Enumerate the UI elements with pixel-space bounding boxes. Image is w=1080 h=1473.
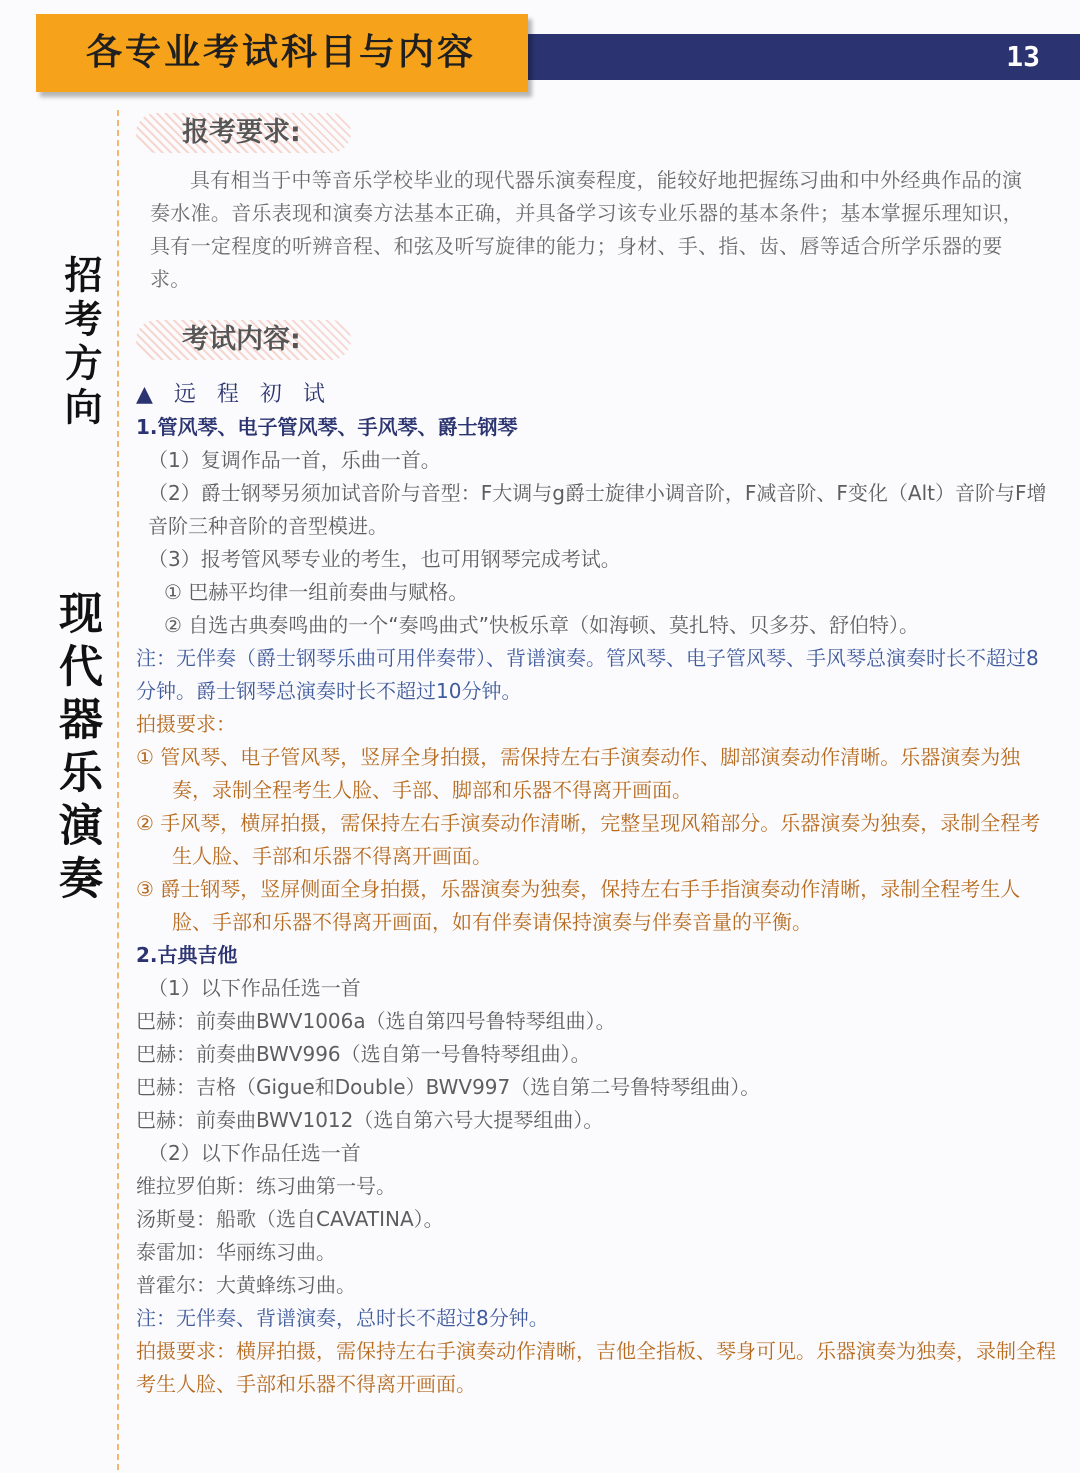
section-heading: 1.管风琴、电子管风琴、手风琴、爵士钢琴 bbox=[136, 415, 518, 439]
section-heading: 2.古典吉他 bbox=[136, 943, 238, 967]
list-subitem: ② 自选古典奏鸣曲的一个“奏鸣曲式”快板乐章（如海顿、莫扎特、贝多芬、舒伯特）。 bbox=[164, 613, 920, 637]
major-label: 现代器乐演奏 bbox=[51, 590, 102, 908]
exam-content bbox=[136, 378, 1056, 1401]
requirements-tag-label: 报考要求: bbox=[182, 117, 301, 148]
repertoire-item: 泰雷加：华丽练习曲。 bbox=[136, 1240, 336, 1264]
note-text: 注：无伴奏（爵士钢琴乐曲可用伴奏带）、背谱演奏。管风琴、电子管风琴、手风琴总演奏时长不超过8分钟。爵士钢琴总演奏时长不超过10分钟。 bbox=[136, 646, 1039, 703]
repertoire-item: 巴赫：前奏曲BWV996（选自第一号鲁特琴组曲）。 bbox=[136, 1042, 591, 1066]
list-item: （1）以下作品任选一首 bbox=[148, 976, 361, 1000]
category-label: 招考方向 bbox=[58, 255, 103, 431]
photo-requirement-item: ① 管风琴、电子管风琴，竖屏全身拍摄，需保持左右手演奏动作、脚部演奏动作清晰。乐器演奏为独奏，录制全程考生人脸、手部、脚部和乐器不得离开画面。 bbox=[136, 745, 1021, 802]
photo-requirement-text: 拍摄要求：横屏拍摄，需保持左右手演奏动作清晰，吉他全指板、琴身可见。乐器演奏为独奏，录制全程考生人脸、手部和乐器不得离开画面。 bbox=[136, 1339, 1056, 1396]
exam-content-tag-label: 考试内容: bbox=[182, 324, 301, 355]
list-item: （2）以下作品任选一首 bbox=[148, 1141, 361, 1165]
exam-stage: ▲ 远 程 初 试 bbox=[136, 382, 332, 407]
header-title-box bbox=[36, 14, 528, 92]
page-title: 各专业考试科目与内容 bbox=[86, 32, 477, 73]
page-number: 13 bbox=[1006, 40, 1040, 73]
exam-content-tag bbox=[136, 320, 351, 360]
note-text: 注：无伴奏、背谱演奏，总时长不超过8分钟。 bbox=[136, 1306, 549, 1330]
list-item: （1）复调作品一首，乐曲一首。 bbox=[148, 448, 441, 472]
photo-requirement-item: ② 手风琴，横屏拍摄，需保持左右手演奏动作清晰，完整呈现风箱部分。乐器演奏为独奏，录制全程考生人脸、手部和乐器不得离开画面。 bbox=[136, 811, 1041, 868]
photo-requirement-item: ③ 爵士钢琴，竖屏侧面全身拍摄，乐器演奏为独奏，保持左右手手指演奏动作清晰，录制全程考生人脸、手部和乐器不得离开画面，如有伴奏请保持演奏与伴奏音量的平衡。 bbox=[136, 877, 1021, 934]
repertoire-item: 巴赫：吉格（Gigue和Double）BWV997（选自第二号鲁特琴组曲）。 bbox=[136, 1075, 761, 1099]
repertoire-item: 汤斯曼：船歌（选自CAVATINA）。 bbox=[136, 1207, 444, 1231]
requirements-tag bbox=[136, 113, 351, 153]
vertical-divider bbox=[117, 110, 119, 1470]
list-item: （2）爵士钢琴另须加试音阶与音型：F大调与g爵士旋律小调音阶，F减音阶、F变化（Alt）音阶与F增音阶三种音阶的音型模进。 bbox=[148, 481, 1047, 538]
repertoire-item: 巴赫：前奏曲BWV1012（选自第六号大提琴组曲）。 bbox=[136, 1108, 604, 1132]
requirements-text: 具有相当于中等音乐学校毕业的现代器乐演奏程度，能较好地把握练习曲和中外经典作品的演奏水准。音乐表现和演奏方法基本正确，并具备学习该专业乐器的基本条件；基本掌握乐理知识，具有一定程度的听辨音程、和弦及听写旋律的能力；身材、手、指、齿、唇等适合所学乐器的要求。 bbox=[150, 168, 1023, 291]
list-item: （3）报考管风琴专业的考生，也可用钢琴完成考试。 bbox=[148, 547, 621, 571]
list-subitem: ① 巴赫平均律一组前奏曲与赋格。 bbox=[164, 580, 469, 604]
repertoire-item: 维拉罗伯斯：练习曲第一号。 bbox=[136, 1174, 396, 1198]
header-bar bbox=[520, 34, 1080, 80]
repertoire-item: 巴赫：前奏曲BWV1006a（选自第四号鲁特琴组曲）。 bbox=[136, 1009, 616, 1033]
photo-requirement-heading: 拍摄要求： bbox=[136, 712, 236, 736]
repertoire-item: 普霍尔：大黄蜂练习曲。 bbox=[136, 1273, 356, 1297]
